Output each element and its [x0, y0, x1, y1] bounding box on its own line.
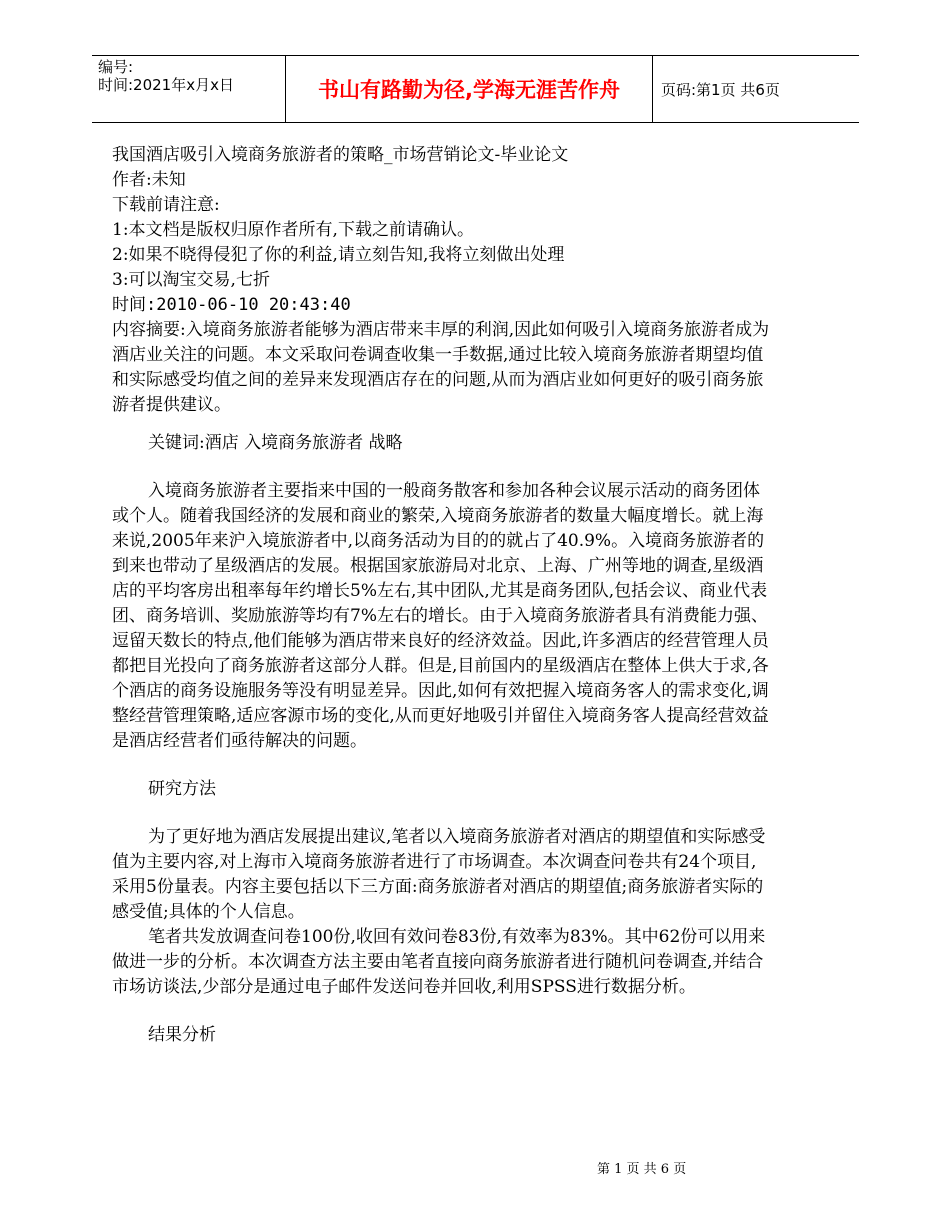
document-header — [92, 55, 859, 123]
method-heading: 研究方法 — [148, 779, 216, 799]
header-page-info: 页码:第1页 共6页 — [661, 80, 780, 99]
header-left-cell — [92, 56, 286, 122]
page-footer: 第 1 页 共 6 页 — [597, 1162, 687, 1177]
download-notice: 下载前请注意: — [112, 195, 220, 215]
number-label: 编号: — [98, 58, 134, 76]
abstract-paragraph: 内容摘要:入境商务旅游者能够为酒店带来丰厚的利润,因此如何吸引入境商务旅游者成为酒店业关注的问题。本文采取问卷调查收集一手数据,通过比较入境商务旅游者期望均值和实际感受均值之间的差异来发现酒店存在的问题,从而为酒店业如何更好的吸引商务旅游者提供建议。 — [112, 320, 770, 415]
header-motto: 书山有路勤为径,学海无涯苦作舟 — [286, 56, 653, 122]
note-item: 1:本文档是版权归原作者所有,下载之前请确认。 — [112, 220, 474, 240]
article-time: 时间:2010-06-10 20:43:40 — [112, 295, 351, 315]
intro-paragraph: 入境商务旅游者主要指来中国的一般商务散客和参加各种会议展示活动的商务团体或个人。随着我国经济的发展和商业的繁荣,入境商务旅游者的数量大幅度增长。就上海来说,2005年来沪入境旅游者中,以商务活动为目的的就占了40.9%。入境商务旅游者的到来也带动了星级酒店的发展。根据国家旅游局对北京、上海、广州等地的调查,星级酒店的平均客房出租率每年约增长5%左右,其中团队,尤其是商务团队,包括会议、商业代表团、商务培训、奖励旅游等均有7%左右的增长。由于入境商务旅游者具有消费能力强、逗留天数长的特点,他们能够为酒店带来良好的经济效益。因此,许多酒店的经营管理人员都把目光投向了商务旅游者这部分人群。但是,目前国内的星级酒店在整体上供大于求,各个酒店的商务设施服务等没有明显差异。因此,如何有效把握入境商务客人的需求变化,调整经营管理策略,适应客源市场的变化,从而更好地吸引并留住入境商务客人提高经营效益是酒店经营者们亟待解决的问题。 — [112, 481, 769, 751]
document-body — [112, 143, 772, 1048]
note-item: 2:如果不晓得侵犯了你的利益,请立刻告知,我将立刻做出处理 — [112, 245, 565, 265]
article-meta — [112, 143, 772, 318]
results-heading: 结果分析 — [148, 1025, 216, 1045]
method-paragraph-1: 为了更好地为酒店发展提出建议,笔者以入境商务旅游者对酒店的期望值和实际感受值为主要内容,对上海市入境商务旅游者进行了市场调查。本次调查问卷共有24个项目,采用5份量表。内容主要包括以下三方面:商务旅游者对酒店的期望值;商务旅游者实际的感受值;具体的个人信息。 — [112, 827, 766, 922]
article-author: 作者:未知 — [112, 170, 186, 190]
article-title: 我国酒店吸引入境商务旅游者的策略_市场营销论文-毕业论文 — [112, 145, 569, 165]
method-paragraph-2: 笔者共发放调查问卷100份,收回有效问卷83份,有效率为83%。其中62份可以用来做进一步的分析。本次调查方法主要由笔者直接向商务旅游者进行随机问卷调查,并结合市场访谈法,少部分是通过电子邮件发送问卷并回收,利用SPSS进行数据分析。 — [112, 927, 766, 997]
keywords-line: 关键词:酒店 入境商务旅游者 战略 — [148, 433, 403, 453]
time-label: 时间:2021年x月x日 — [98, 76, 234, 94]
note-item: 3:可以淘宝交易,七折 — [112, 270, 270, 290]
